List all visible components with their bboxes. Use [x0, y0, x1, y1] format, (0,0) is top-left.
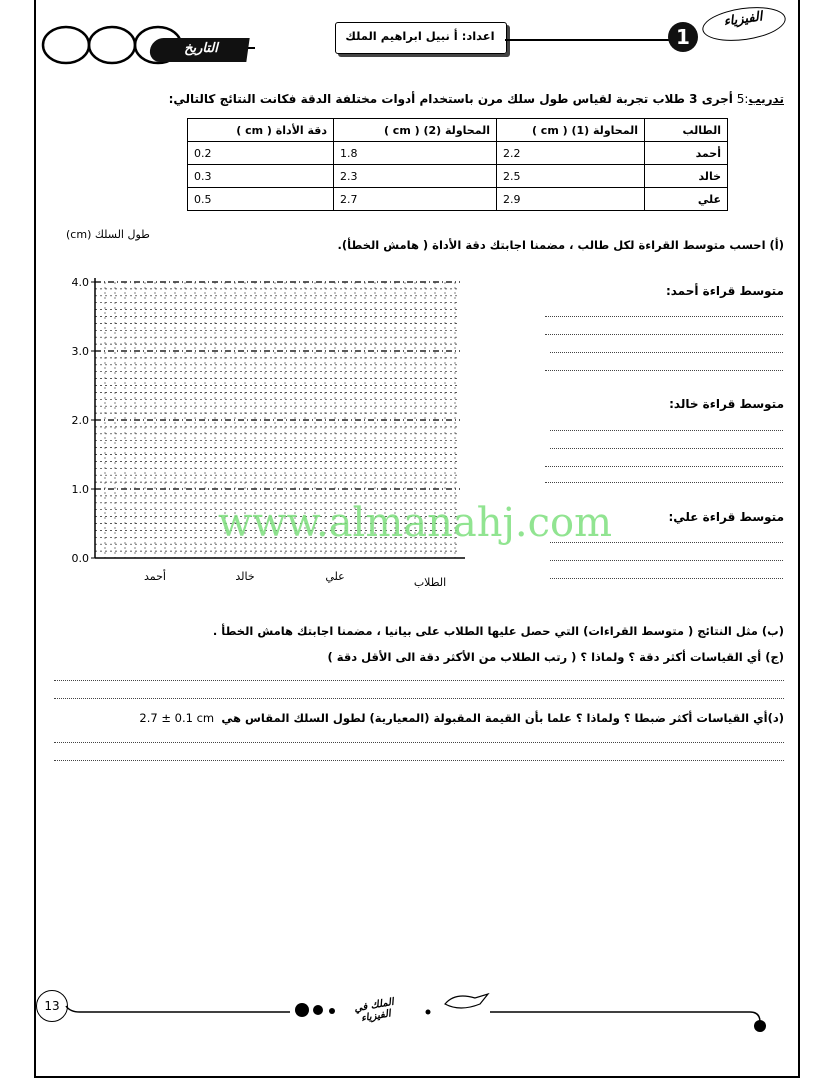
answer-line[interactable] — [550, 352, 783, 353]
answer-line[interactable] — [545, 482, 783, 483]
table-row — [188, 142, 728, 165]
answer-line[interactable] — [545, 334, 783, 335]
answer-line[interactable] — [545, 370, 783, 371]
x-axis-label: الطلاب — [413, 576, 447, 589]
answer-line[interactable] — [54, 680, 784, 681]
author-name: اعداد: أ نبيل ابراهيم الملك — [345, 29, 495, 43]
watermark: www.almanahj.com — [218, 500, 613, 546]
accuracy-value: 0.5 — [188, 188, 334, 211]
y-tick-label: 4.0 — [71, 276, 89, 289]
results-table — [187, 118, 728, 211]
trial-2-value: 1.8 — [334, 142, 497, 165]
answer-line[interactable] — [54, 698, 784, 699]
col-trial-2: المحاولة (2) ( cm ) — [334, 119, 497, 142]
average-ali-label: متوسط قراءة علي: — [668, 510, 784, 524]
y-tick-label: 2.0 — [71, 414, 89, 427]
col-accuracy: دقة الأداة ( cm ) — [188, 119, 334, 142]
col-trial-1: المحاولة (1) ( cm ) — [497, 119, 645, 142]
header-right-line — [505, 35, 675, 45]
y-axis-label: طول السلك (cm) — [66, 228, 150, 241]
table-row — [188, 188, 728, 211]
student-name: علي — [645, 188, 728, 211]
question-b: (ب) مثل النتائج ( متوسط القراءات) التي حصل عليها الطلاب على بيانيا ، مضمنا اجابتك هامش الخطأ . — [212, 624, 784, 638]
answer-line[interactable] — [54, 760, 784, 761]
trial-1-value: 2.2 — [497, 142, 645, 165]
x-category-label: خالد — [235, 570, 255, 583]
graph-area — [50, 268, 470, 598]
question-d-text: (د)أي القياسات أكثر ضبطا ؟ ولماذا ؟ علما بأن القيمة المقبولة (المعيارية) لطول السلك المقاس هي — [221, 711, 784, 725]
x-category-label: أحمد — [144, 570, 166, 583]
answer-line[interactable] — [550, 430, 783, 431]
question-c: (ج) أي القياسات أكثر دقة ؟ ولماذا ؟ ( رتب الطلاب من الأكثر دقة الى الأقل دقة ) — [327, 650, 784, 664]
col-student: الطالب — [645, 119, 728, 142]
exercise-title: تدريب:5 أجرى 3 طلاب تجربة لقياس طول سلك مرن باستخدام أدوات مختلفة الدقة فكانت النتائج كالتالي: — [168, 92, 784, 106]
question-a: (أ) احسب متوسط القراءة لكل طالب ، مضمنا اجابتك دقة الأداة ( هامش الخطأ). — [337, 238, 784, 252]
trial-2-value: 2.7 — [334, 188, 497, 211]
page-number: 13 — [36, 990, 68, 1022]
student-name: أحمد — [645, 142, 728, 165]
subject-label: الفيزياء — [722, 9, 764, 30]
accuracy-value: 0.3 — [188, 165, 334, 188]
average-khaled-label: متوسط قراءة خالد: — [669, 397, 784, 411]
answer-line[interactable] — [550, 448, 783, 449]
question-d — [139, 711, 784, 725]
footer-decoration — [60, 990, 780, 1040]
answer-line[interactable] — [550, 560, 783, 561]
date-label: التاريخ — [184, 41, 218, 56]
x-category-label: علي — [325, 570, 345, 583]
unit-number-badge: 1 — [668, 22, 698, 52]
y-tick-label: 0.0 — [71, 552, 89, 565]
accuracy-value: 0.2 — [188, 142, 334, 165]
trial-2-value: 2.3 — [334, 165, 497, 188]
answer-line[interactable] — [54, 742, 784, 743]
y-tick-label: 1.0 — [71, 483, 89, 496]
table-row — [188, 165, 728, 188]
student-name: خالد — [645, 165, 728, 188]
exercise-prefix: تدريب — [748, 92, 784, 106]
trial-1-value: 2.5 — [497, 165, 645, 188]
y-tick-label: 3.0 — [71, 345, 89, 358]
question-d-value: 2.7 ± 0.1 cm — [139, 711, 215, 725]
exercise-text: أجرى 3 طلاب تجربة لقياس طول سلك مرن باستخدام أدوات مختلفة الدقة فكانت النتائج كالتالي: — [168, 92, 733, 106]
exercise-number: 5 — [736, 92, 745, 106]
table-header-row — [188, 119, 728, 142]
footer-brand: الملك في الفيزياء — [353, 996, 395, 1025]
answer-line[interactable] — [545, 466, 783, 467]
trial-1-value: 2.9 — [497, 188, 645, 211]
average-ahmed-label: متوسط قراءة أحمد: — [665, 284, 784, 298]
answer-line[interactable] — [545, 316, 783, 317]
answer-line[interactable] — [550, 578, 783, 579]
